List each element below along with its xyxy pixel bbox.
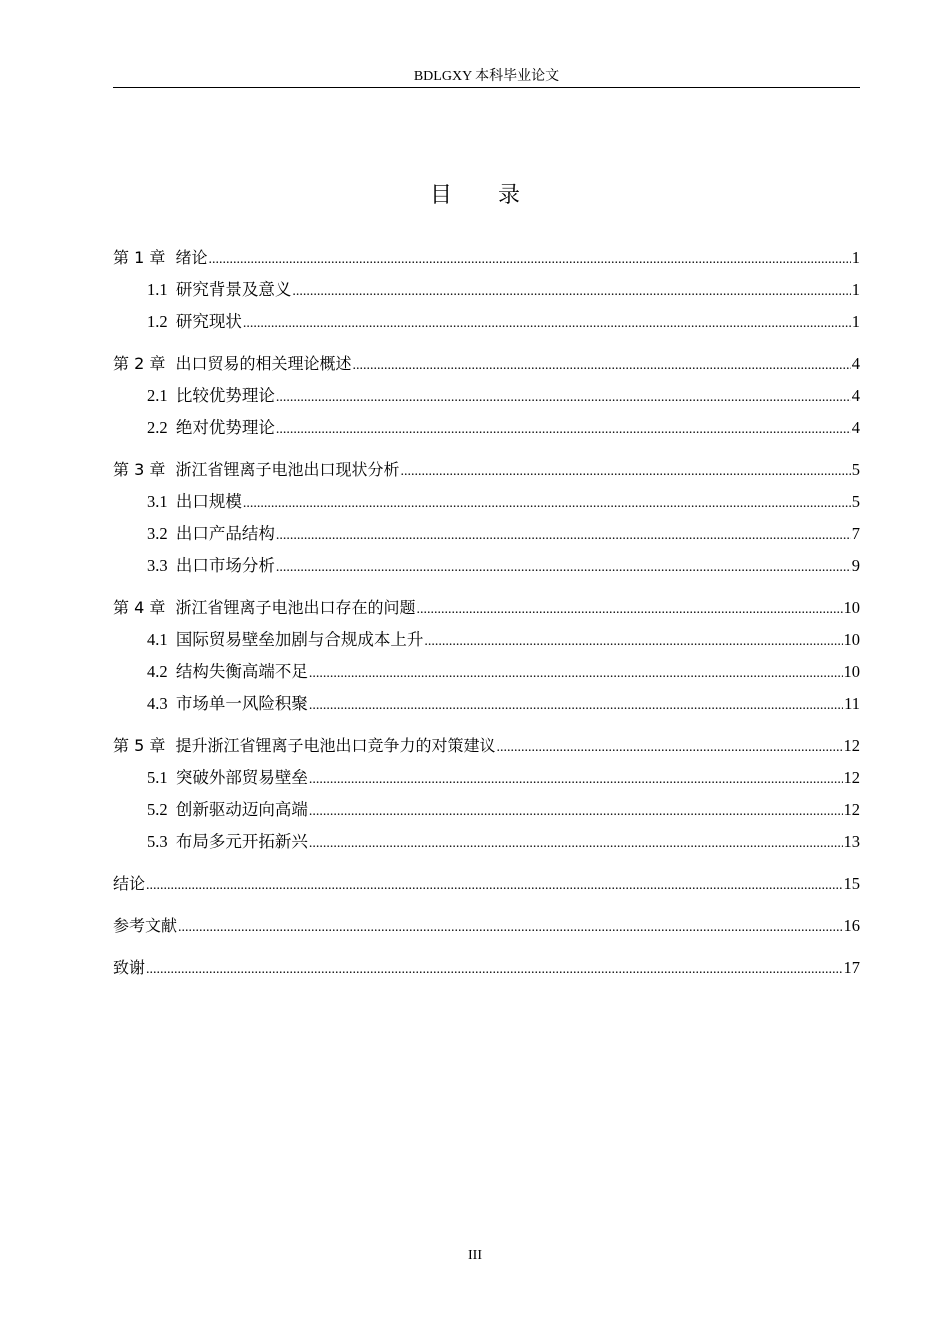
dot-leader xyxy=(209,246,851,274)
toc-entry-number: 1.2 xyxy=(147,312,176,331)
dot-leader xyxy=(309,692,843,720)
toc-entry-page: 10 xyxy=(843,630,860,649)
dot-leader xyxy=(243,310,851,338)
toc-entry-section[interactable] xyxy=(113,414,860,446)
toc-entry-page: 13 xyxy=(843,832,860,851)
toc-entry-page: 10 xyxy=(843,598,860,617)
toc-entry-page: 5 xyxy=(851,492,860,511)
toc-entry-number: 2.2 xyxy=(147,418,176,437)
toc-entry-section[interactable] xyxy=(113,276,860,308)
toc-entry-page: 10 xyxy=(843,662,860,681)
toc-entry-label: 参考文献 xyxy=(113,916,178,935)
toc-entry-chapter[interactable] xyxy=(113,456,860,488)
toc-entry-page: 9 xyxy=(851,556,860,575)
toc-entry-label: 提升浙江省锂离子电池出口竞争力的对策建议 xyxy=(175,736,496,755)
toc-entry-chapter[interactable] xyxy=(113,954,860,986)
toc-entry-page: 11 xyxy=(844,694,860,713)
toc-entry-page: 5 xyxy=(851,460,860,479)
toc-entry-number: 第 1 章 xyxy=(113,248,176,267)
toc-entry-label: 突破外部贸易壁垒 xyxy=(175,768,308,787)
toc-entry-label: 研究背景及意义 xyxy=(175,280,292,299)
toc-entry-label: 市场单一风险积聚 xyxy=(175,694,308,713)
running-header: BDLGXY 本科毕业论文 xyxy=(113,68,860,88)
dot-leader xyxy=(424,628,842,656)
toc-entry-chapter[interactable] xyxy=(113,594,860,626)
toc-entry-chapter[interactable] xyxy=(113,870,860,902)
toc-entry-number: 第 5 章 xyxy=(113,736,176,755)
dot-leader xyxy=(276,522,851,550)
dot-leader xyxy=(401,458,851,486)
dot-leader xyxy=(276,416,851,444)
toc-entry-number: 第 3 章 xyxy=(113,460,176,479)
toc-entry-section[interactable] xyxy=(113,796,860,828)
dot-leader xyxy=(178,914,842,942)
toc-entry-page: 7 xyxy=(851,524,860,543)
toc-entry-label: 结论 xyxy=(113,874,146,893)
toc-entry-page: 4 xyxy=(851,386,860,405)
toc-entry-page: 4 xyxy=(851,354,860,373)
toc-entry-label: 出口规模 xyxy=(175,492,242,511)
dot-leader xyxy=(309,798,843,826)
toc-entry-page: 4 xyxy=(851,418,860,437)
toc-entry-label: 绪论 xyxy=(175,248,208,267)
toc-entry-number: 5.3 xyxy=(147,832,176,851)
toc-entry-page: 16 xyxy=(843,916,860,935)
toc-entry-chapter[interactable] xyxy=(113,244,860,276)
dot-leader xyxy=(309,660,843,688)
toc-entry-chapter[interactable] xyxy=(113,350,860,382)
toc-entry-label: 致谢 xyxy=(113,958,146,977)
toc-entry-label: 出口产品结构 xyxy=(175,524,275,543)
toc-entry-number: 4.1 xyxy=(147,630,176,649)
toc-entry-number: 4.2 xyxy=(147,662,176,681)
toc-entry-section[interactable] xyxy=(113,308,860,340)
dot-leader xyxy=(417,596,843,624)
toc-entry-page: 12 xyxy=(843,800,860,819)
toc-entry-section[interactable] xyxy=(113,520,860,552)
dot-leader xyxy=(146,956,842,984)
toc-entry-label: 布局多元开拓新兴 xyxy=(175,832,308,851)
toc-entry-number: 5.1 xyxy=(147,768,176,787)
toc-entry-label: 创新驱动迈向高端 xyxy=(175,800,308,819)
toc-entry-number: 3.1 xyxy=(147,492,176,511)
toc-entry-section[interactable] xyxy=(113,764,860,796)
toc-entry-label: 出口市场分析 xyxy=(175,556,275,575)
toc-entry-number: 5.2 xyxy=(147,800,176,819)
dot-leader xyxy=(353,352,851,380)
dot-leader xyxy=(309,830,843,858)
dot-leader xyxy=(146,872,842,900)
toc-title: 目录 xyxy=(429,183,566,208)
toc-entry-number: 3.2 xyxy=(147,524,176,543)
toc-entry-page: 17 xyxy=(843,958,860,977)
toc-entry-number: 3.3 xyxy=(147,556,176,575)
toc-entry-label: 浙江省锂离子电池出口存在的问题 xyxy=(175,598,416,617)
toc-entry-number: 1.1 xyxy=(147,280,176,299)
dot-leader xyxy=(276,554,851,582)
page-number: III xyxy=(468,1248,482,1263)
toc-entry-label: 比较优势理论 xyxy=(175,386,275,405)
dot-leader xyxy=(243,490,851,518)
toc-entry-page: 1 xyxy=(851,312,860,331)
toc-entry-label: 国际贸易壁垒加剧与合规成本上升 xyxy=(175,630,424,649)
dot-leader xyxy=(276,384,851,412)
toc-entry-label: 出口贸易的相关理论概述 xyxy=(175,354,352,373)
toc-entry-number: 4.3 xyxy=(147,694,176,713)
toc-entry-chapter[interactable] xyxy=(113,732,860,764)
toc-entry-section[interactable] xyxy=(113,690,860,722)
toc-entry-section[interactable] xyxy=(113,828,860,860)
table-of-contents xyxy=(113,244,860,986)
dot-leader xyxy=(292,278,850,306)
toc-entry-page: 15 xyxy=(843,874,860,893)
toc-entry-number: 第 2 章 xyxy=(113,354,176,373)
toc-entry-number: 第 4 章 xyxy=(113,598,176,617)
toc-entry-label: 研究现状 xyxy=(175,312,242,331)
dot-leader xyxy=(309,766,843,794)
toc-entry-label: 绝对优势理论 xyxy=(175,418,275,437)
toc-entry-section[interactable] xyxy=(113,626,860,658)
toc-entry-label: 浙江省锂离子电池出口现状分析 xyxy=(175,460,400,479)
toc-entry-chapter[interactable] xyxy=(113,912,860,944)
toc-entry-section[interactable] xyxy=(113,488,860,520)
dot-leader xyxy=(497,734,843,762)
toc-entry-number: 2.1 xyxy=(147,386,176,405)
toc-entry-page: 1 xyxy=(851,280,860,299)
toc-entry-section[interactable] xyxy=(113,552,860,584)
toc-entry-section[interactable] xyxy=(113,382,860,414)
toc-entry-section[interactable] xyxy=(113,658,860,690)
toc-entry-page: 12 xyxy=(843,768,860,787)
toc-entry-page: 1 xyxy=(851,248,860,267)
toc-entry-page: 12 xyxy=(843,736,860,755)
toc-entry-label: 结构失衡高端不足 xyxy=(175,662,308,681)
